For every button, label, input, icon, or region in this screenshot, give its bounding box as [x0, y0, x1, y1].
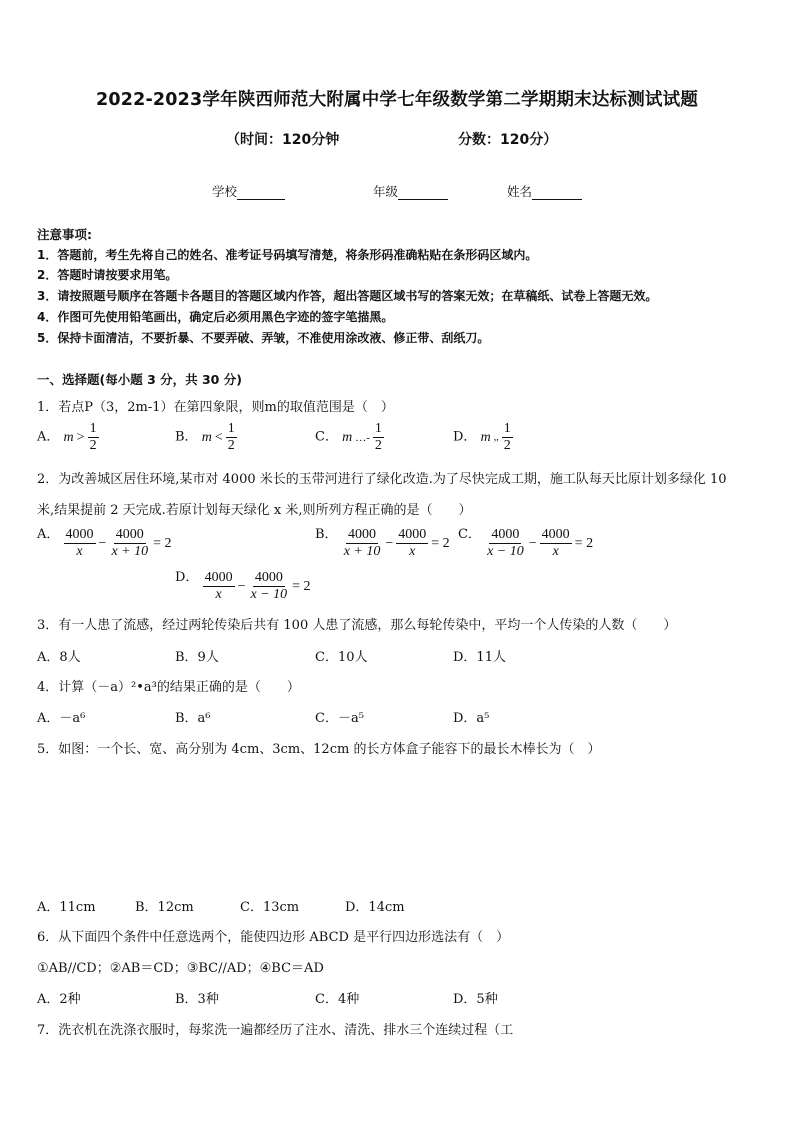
math-op: < [214, 429, 223, 445]
name-label: 姓名 [507, 184, 533, 199]
grade-blank[interactable] [398, 185, 448, 200]
math-rhs: = 2 [431, 535, 450, 551]
fraction: $\frac{4000}{x}$ [541, 527, 570, 560]
school-label: 学校 [212, 184, 238, 199]
fraction: $\frac{4000}{x - 10}$ [250, 570, 288, 603]
fraction: $\frac{4000}{x + 10}$ [111, 527, 149, 560]
q3-option-c[interactable]: C．10人 [315, 650, 368, 665]
math-op: − [237, 578, 246, 594]
fraction: $\frac{1}{2}$ [503, 421, 511, 454]
q3-option-d[interactable]: D．11人 [453, 650, 506, 665]
fraction: $\frac{1}{2}$ [227, 421, 235, 454]
note-item: 5．保持卡面清洁，不要折暴、不要弄破、弄皱，不准使用涂改液、修正带、刮纸刀。 [37, 331, 490, 345]
fraction: $\frac{1}{2}$ [374, 421, 382, 454]
question-7-stem: 7．洗衣机在洗涤衣服时，每浆洗一遍都经历了注水、清洗、排水三个连续过程（工 [37, 1023, 514, 1038]
fraction: $\frac{4000}{x}$ [65, 527, 94, 560]
question-2-stem-line2: 米,结果提前 2 天完成.若原计划每天绿化 x 米,则所列方程正确的是（ ） [37, 503, 472, 518]
q2-option-a[interactable] [37, 523, 172, 560]
q5-option-d[interactable]: D．14cm [345, 900, 405, 915]
option-label: B． [315, 527, 338, 542]
notes-heading: 注意事项: [37, 227, 92, 242]
q1-option-b[interactable] [175, 421, 237, 454]
name-field [507, 182, 582, 200]
question-6-conditions: ①AB//CD；②AB＝CD；③BC//AD；④BC＝AD [37, 961, 324, 976]
q2-option-b[interactable] [315, 523, 450, 560]
fraction: $\frac{1}{2}$ [89, 421, 97, 454]
q2-option-d[interactable] [175, 566, 311, 603]
q1-option-c[interactable] [315, 421, 384, 454]
q4-option-d[interactable]: D．a⁵ [453, 711, 490, 726]
math-rhs: = 2 [574, 535, 594, 551]
fraction: $\frac{4000}{x}$ [398, 527, 427, 560]
math-rhs: = 2 [292, 578, 311, 594]
q5-option-c[interactable]: C．13cm [240, 900, 300, 915]
exam-score: 分数：120分） [458, 132, 558, 148]
fraction: $\frac{4000}{x}$ [204, 570, 233, 603]
option-label: D． [175, 570, 199, 585]
question-3-stem: 3．有一人患了流感，经过两轮传染后共有 100 人患了流感，那么每轮传染中，平均一个人传染的人数（ ） [37, 618, 677, 633]
exam-time: （时间：120分钟 [226, 132, 340, 148]
grade-field [373, 182, 448, 200]
math-var: m [63, 429, 74, 445]
note-item: 4．作图可先使用铅笔画出，确定后必须用黑色字迹的签字笔描黑。 [37, 310, 394, 324]
q2-option-c[interactable] [458, 523, 593, 560]
school-blank[interactable] [237, 185, 285, 200]
math-op: − [98, 535, 107, 551]
section-heading: 一、选择题(每小题 3 分，共 30 分) [37, 372, 242, 387]
question-1-stem: 1．若点P（3，2m-1）在第四象限，则m的取值范围是（ ） [37, 400, 394, 415]
math-op: …- [355, 431, 370, 444]
question-6-stem: 6．从下面四个条件中任意选两个，能使四边形 ABCD 是平行四边形选法有（ ） [37, 930, 510, 945]
fraction: $\frac{4000}{x + 10}$ [343, 527, 381, 560]
math-var: m [201, 429, 212, 445]
q5-option-a[interactable]: A．11cm [37, 900, 96, 915]
option-label: A． [37, 527, 60, 542]
school-field [212, 182, 285, 200]
option-label: A． [37, 429, 60, 445]
option-label: B． [175, 429, 198, 445]
question-4-stem: 4．计算（－a）²•a³的结果正确的是（ ） [37, 680, 300, 695]
note-item: 3．请按照题号顺序在答题卡各题目的答题区域内作答，超出答题区域书写的答案无效；在草稿纸、试卷上答题无效。 [37, 289, 658, 303]
q4-option-a[interactable]: A．－a⁶ [37, 711, 86, 726]
q6-option-a[interactable]: A．2种 [37, 992, 81, 1007]
option-label: C． [458, 527, 481, 542]
option-label: C． [315, 429, 338, 445]
note-item: 2．答题时请按要求用笔。 [37, 268, 178, 282]
name-blank[interactable] [532, 185, 582, 200]
math-op: − [528, 535, 537, 551]
q3-option-b[interactable]: B．9人 [175, 650, 219, 665]
q1-option-a[interactable] [37, 421, 99, 454]
math-rhs: = 2 [153, 535, 172, 551]
grade-label: 年级 [373, 184, 399, 199]
math-op: > [76, 429, 85, 445]
q4-option-b[interactable]: B．a⁶ [175, 711, 211, 726]
q6-option-c[interactable]: C．4种 [315, 992, 360, 1007]
math-var: m [480, 429, 491, 445]
q5-option-b[interactable]: B．12cm [135, 900, 194, 915]
q4-option-c[interactable]: C．－a⁵ [315, 711, 364, 726]
math-op: ,, [493, 432, 499, 444]
math-op: − [385, 535, 394, 551]
q6-option-d[interactable]: D．5种 [453, 992, 498, 1007]
q6-option-b[interactable]: B．3种 [175, 992, 219, 1007]
math-var: m [342, 429, 353, 445]
question-2-stem-line1: 2．为改善城区居住环境,某市对 4000 米长的玉带河进行了绿化改造.为了尽快完成工期，施工队每天比原计划多绿化 10 [37, 472, 727, 487]
q3-option-a[interactable]: A．8人 [37, 650, 81, 665]
question-5-stem: 5．如图：一个长、宽、高分别为 4cm、3cm、12cm 的长方体盒子能容下的最长木棒长为（ ） [37, 742, 601, 757]
note-item: 1．答题前，考生先将自己的姓名、准考证号码填写清楚，将条形码准确粘贴在条形码区域内。 [37, 248, 538, 262]
fraction: $\frac{4000}{x - 10}$ [487, 527, 524, 560]
option-label: D． [453, 429, 477, 445]
q1-option-d[interactable] [453, 421, 513, 454]
page-title: 2022-2023学年陕西师范大附属中学七年级数学第二学期期末达标测试试题 [95, 90, 699, 110]
